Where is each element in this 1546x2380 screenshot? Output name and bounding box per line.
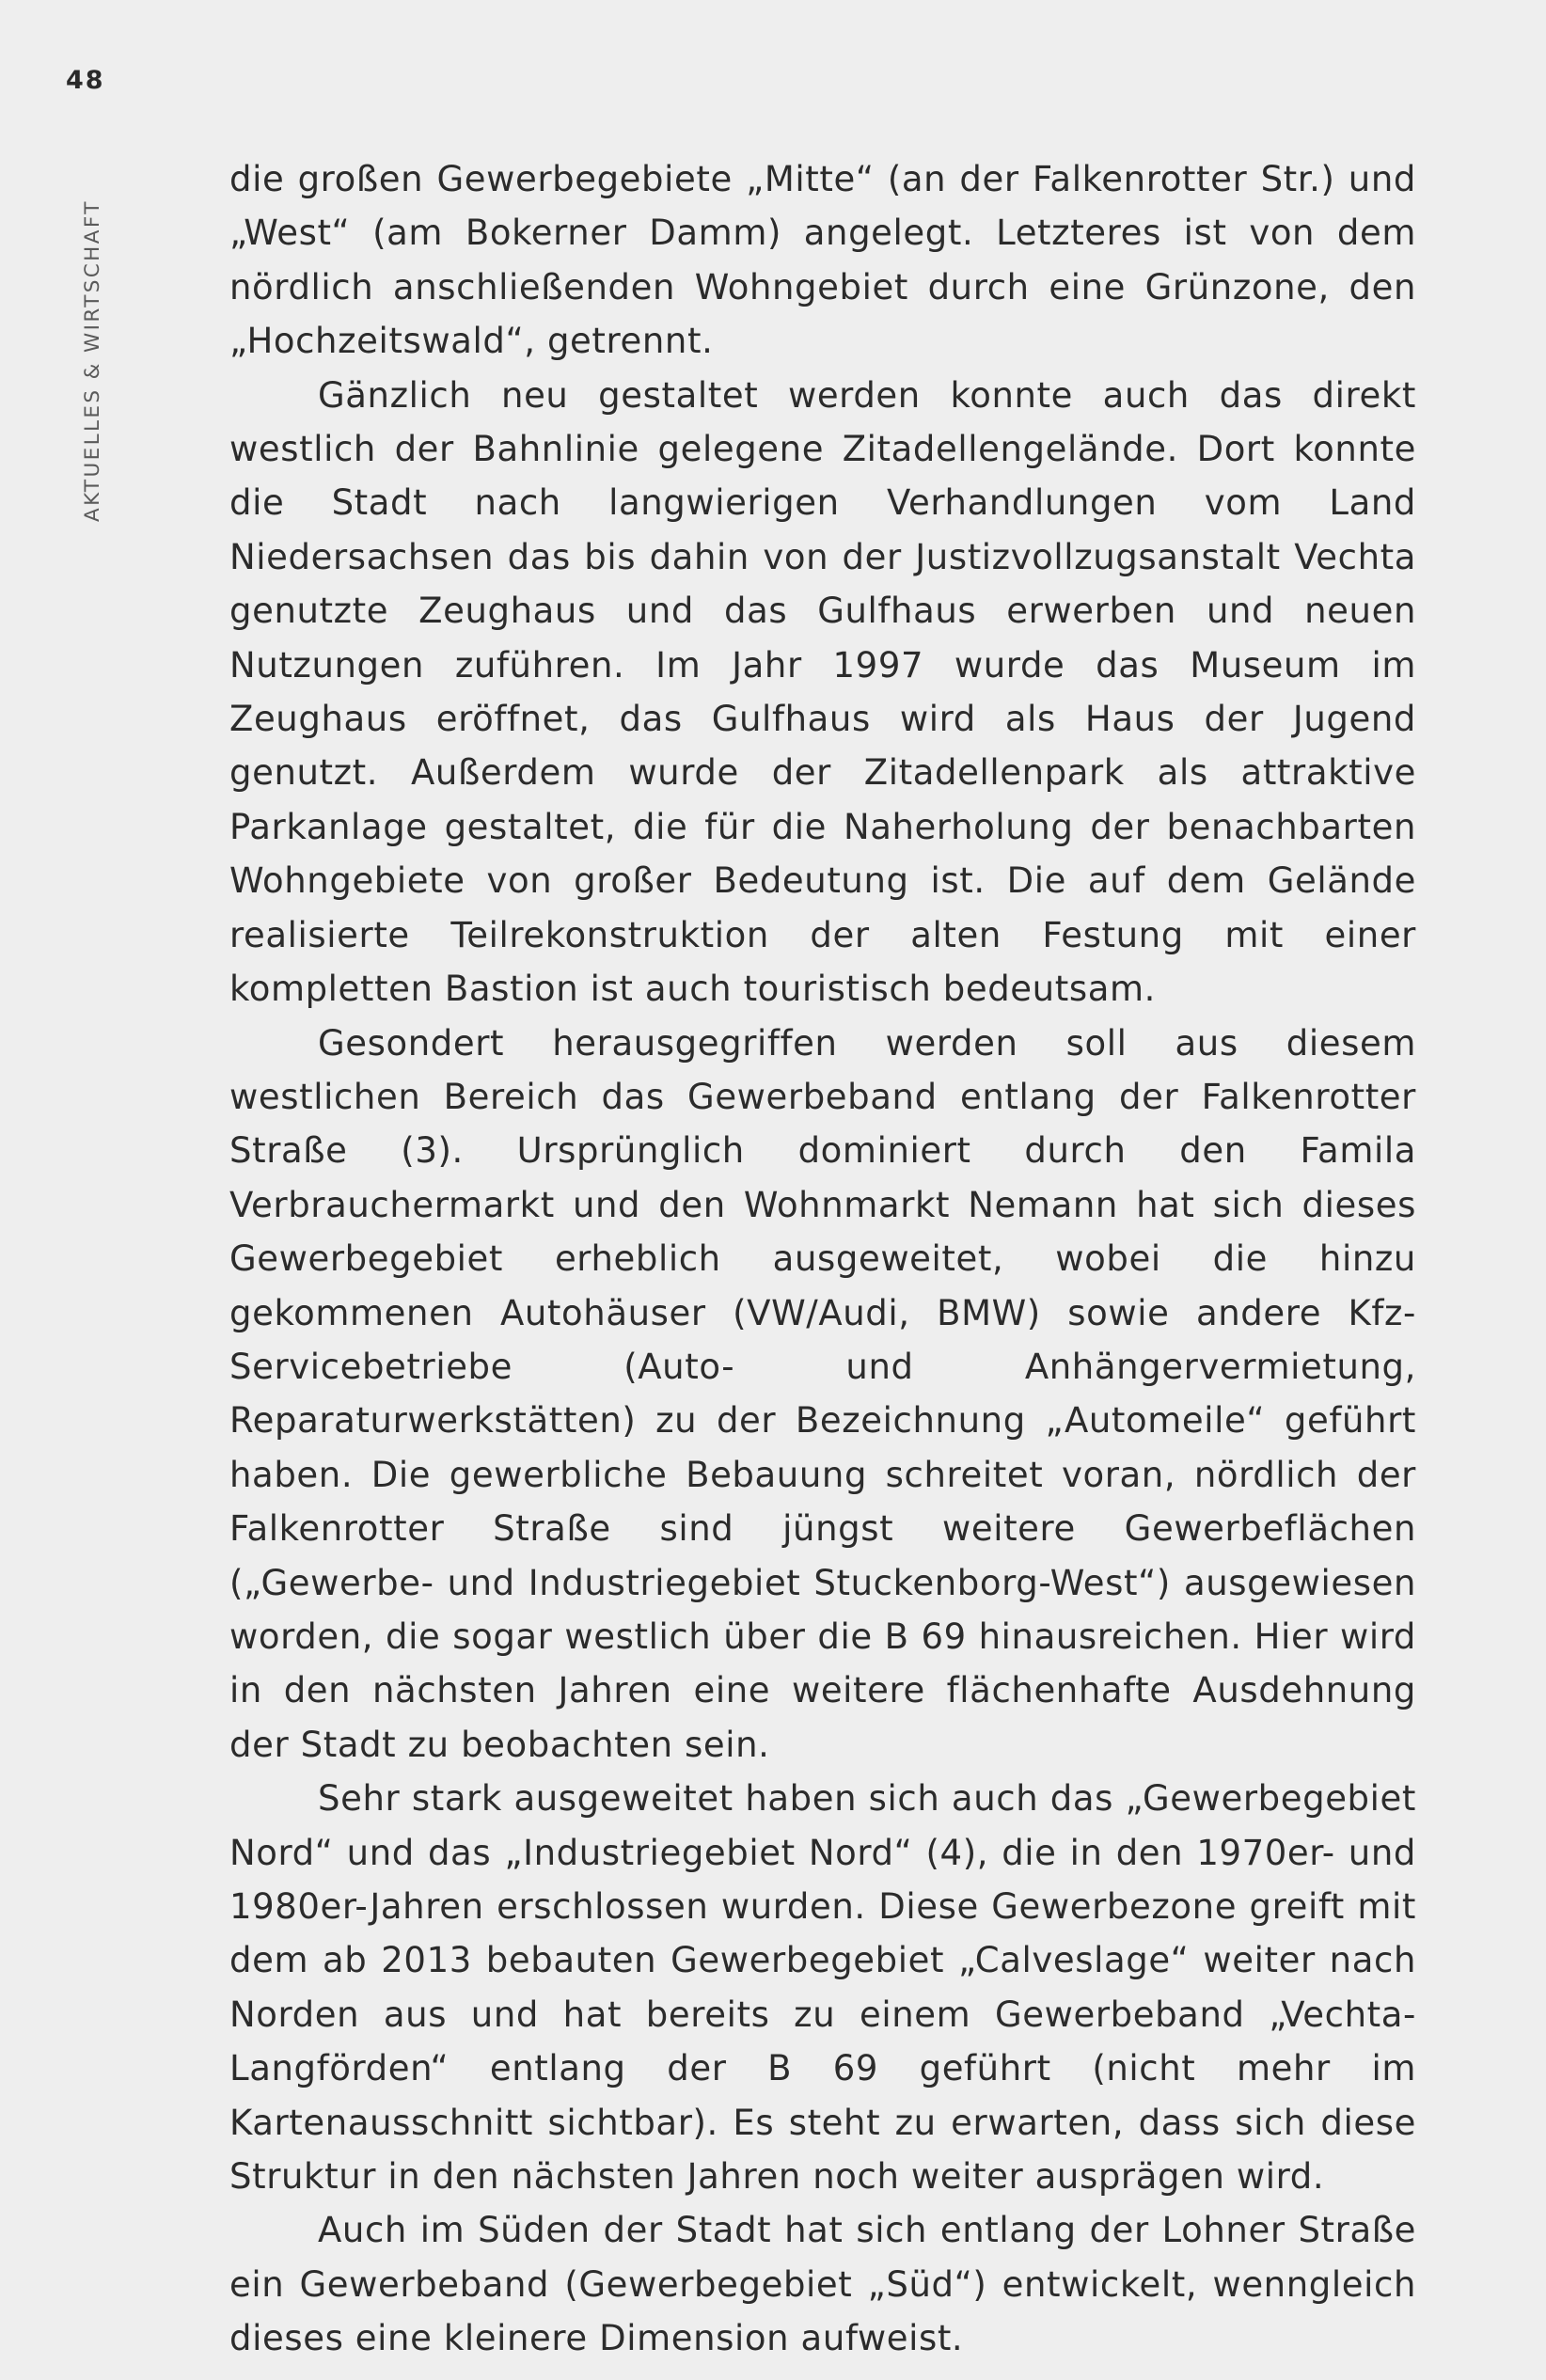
paragraph-4: Sehr stark ausgeweitet haben sich auch das „Gewerbegebiet Nord“ und das „Industriegebiet Nord“ (4), die in den 1970er- und 1980er-Jahren erschlossen wurden. Diese Gewerbezone greift mit dem ab 2013 bebauten Gewerbegebiet „Calveslage“ weiter nach Norden aus und hat bereits zu einem Gewerbeband „Vechta-Langförden“ entlang der B 69 geführt (nicht mehr im Kartenausschnitt sichtbar). Es steht zu erwarten, dass sich diese Struktur in den nächsten Jahren noch weiter ausprägen wird. <box>229 1778 1416 2198</box>
paragraph-3: Gesondert herausgegriffen werden soll aus diesem westlichen Bereich das Gewerbeband entlang der Falkenrotter Straße (3). Ursprünglich dominiert durch den Famila Verbrauchermarkt und den Wohnmarkt Nemann hat sich dieses Gewerbegebiet erheblich ausgeweitet, wobei die hinzu gekommenen Autohäuser (VW/Audi, BMW) sowie andere Kfz-Servicebetriebe (Auto- und Anhängervermietung, Reparaturwerkstätten) zu der Bezeichnung „Automeile“ geführt haben. Die gewerbliche Bebauung schreitet voran, nördlich der Falkenrotter Straße sind jüngst weitere Gewerbeflächen („Gewerbe- und Industriegebiet Stuckenborg-West“) ausgewiesen worden, die sogar westlich über die B 69 hinausreichen. Hier wird in den nächsten Jahren eine weitere flächenhafte Ausdehnung der Stadt zu beobachten sein. <box>229 1022 1416 1765</box>
section-label: AKTUELLES & WIRTSCHAFT <box>81 199 104 522</box>
body-text <box>229 152 1416 2366</box>
paragraph-2: Gänzlich neu gestaltet werden konnte auch das direkt westlich der Bahnlinie gelegene Zitadellengelände. Dort konnte die Stadt nach langwierigen Verhandlungen vom Land Niedersachsen das bis dahin von der Justizvollzugsanstalt Vechta genutzte Zeughaus und das Gulfhaus erwerben und neuen Nutzungen zuführen. Im Jahr 1997 wurde das Museum im Zeughaus eröffnet, das Gulfhaus wird als Haus der Jugend genutzt. Außerdem wurde der Zitadellenpark als attraktive Parkanlage gestaltet, die für die Naherholung der benachbarten Wohngebiete von großer Bedeutung ist. Die auf dem Gelände realisierte Teilrekonstruktion der alten Festung mit einer kompletten Bastion ist auch touristisch bedeutsam. <box>229 374 1416 1010</box>
paragraph-5: Auch im Süden der Stadt hat sich entlang der Lohner Straße ein Gewerbeband (Gewerbegebiet „Süd“) entwickelt, wenngleich dieses eine kleinere Dimension aufweist. <box>229 2210 1416 2359</box>
paragraph-1: die großen Gewerbegebiete „Mitte“ (an der Falkenrotter Str.) und „West“ (am Bokerner Damm) angelegt. Letzteres ist von dem nördlich anschließenden Wohngebiet durch eine Grünzone, den „Hochzeitswald“, getrennt. <box>229 159 1416 362</box>
page-number: 48 <box>66 66 105 95</box>
